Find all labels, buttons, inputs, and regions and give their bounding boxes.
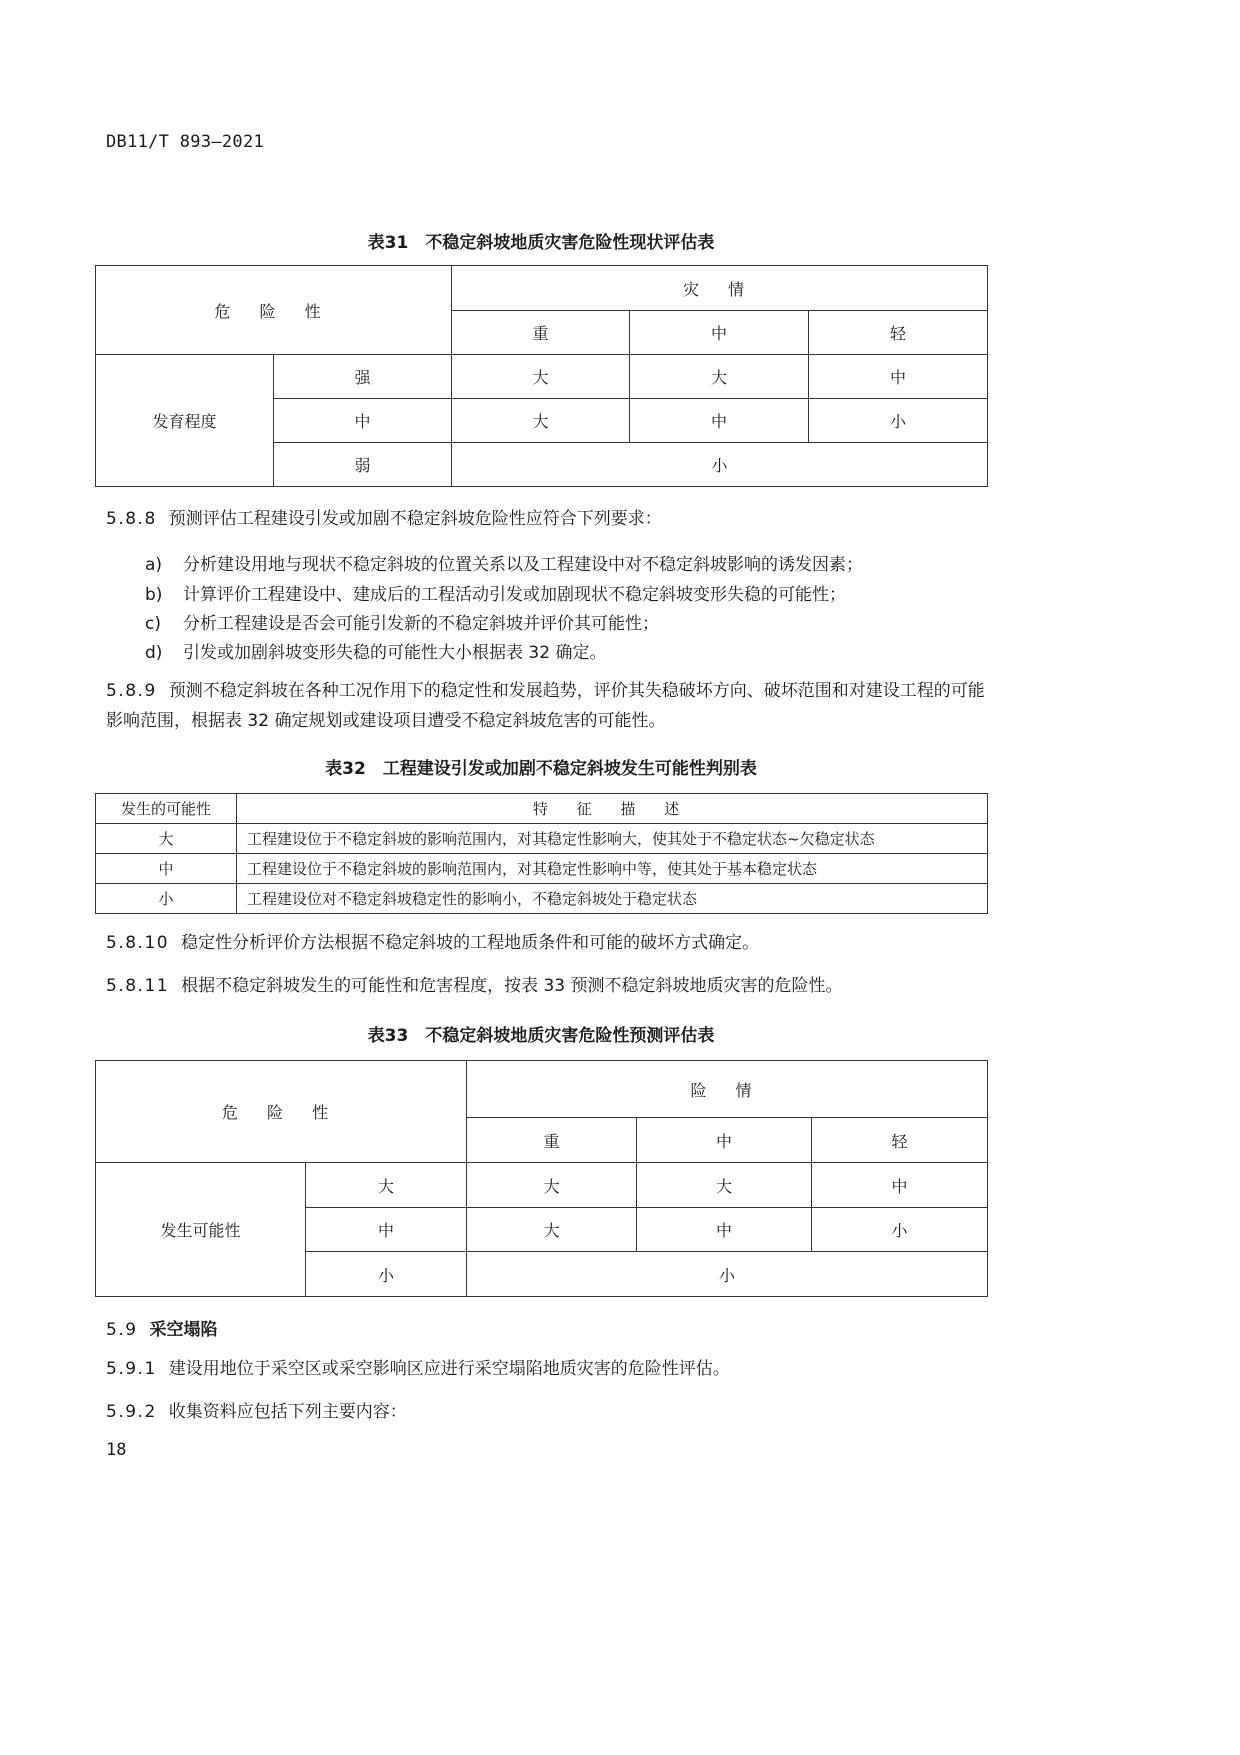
table31-merged-cell: 小: [452, 443, 988, 487]
table33-row-label: 中: [306, 1208, 467, 1252]
table31-caption: 表31 不稳定斜坡地质灾害危险性现状评估表: [367, 233, 715, 253]
clause-text: 建设用地位于采空区或采空影响区应进行采空塌陷地质灾害的危险性评估。: [168, 1359, 730, 1379]
list-item-text: 分析建设用地与现状不稳定斜坡的位置关系以及工程建设中对不稳定斜坡影响的诱发因素；: [183, 555, 863, 575]
clause-5-9-2: [106, 1398, 988, 1428]
table32-level: 中: [96, 854, 237, 884]
table33-cell: 大: [467, 1208, 637, 1252]
clause-number: 5.9.2: [106, 1402, 157, 1422]
table31-row-label: 弱: [274, 443, 452, 487]
table33-corner-label: 危 险 性: [221, 1103, 341, 1122]
table31-group-label: 灾 情: [682, 279, 757, 299]
table32-header: 发生的可能性: [96, 794, 237, 824]
clause-5-8-11: [106, 972, 988, 1002]
section-title: 采空塌陷: [149, 1320, 218, 1340]
clause-text: 稳定性分析评价方法根据不稳定斜坡的工程地质条件和可能的破坏方式确定。: [181, 933, 760, 953]
document-code: DB11/T 893—2021: [106, 132, 265, 152]
list-item-label: b): [145, 585, 163, 605]
list-item-label: d): [145, 643, 163, 663]
table33-cell: 小: [812, 1208, 988, 1252]
clause-5-8-9: [106, 677, 988, 737]
list-item-b: [145, 580, 987, 605]
table33-cell: 中: [812, 1163, 988, 1208]
clause-number: 5.8.9: [106, 681, 157, 701]
section-5-9-heading: [106, 1315, 218, 1340]
table33-corner-cell: [96, 1061, 467, 1163]
clause-5-9-1: [106, 1355, 988, 1385]
list-item-a: [145, 550, 987, 575]
list-item-text: 引发或加剧斜坡变形失稳的可能性大小根据表 32 确定。: [183, 643, 607, 663]
table32-desc: 工程建设位对不稳定斜坡稳定性的影响小，不稳定斜坡处于稳定状态: [237, 884, 988, 914]
table31-row-label: 中: [274, 399, 452, 443]
clause-text: 预测评估工程建设引发或加剧不稳定斜坡危险性应符合下列要求：: [168, 509, 662, 529]
section-number: 5.9: [106, 1320, 138, 1340]
table33-caption: 表33 不稳定斜坡地质灾害危险性预测评估表: [367, 1026, 715, 1046]
clause-number: 5.8.8: [106, 509, 157, 529]
table33-cell: 中: [637, 1208, 812, 1252]
table33-row-label: 大: [306, 1163, 467, 1208]
table31-row-label: 强: [274, 355, 452, 399]
table32-desc: 工程建设位于不稳定斜坡的影响范围内，对其稳定性影响中等，使其处于基本稳定状态: [237, 854, 988, 884]
table32-header: [237, 794, 988, 824]
table33-col-header: 轻: [812, 1118, 988, 1163]
table33-merged-cell: 小: [467, 1252, 988, 1297]
list-item-text: 分析工程建设是否会可能引发新的不稳定斜坡并评价其可能性；: [183, 614, 659, 634]
table31-cell: 大: [452, 355, 630, 399]
clause-5-8-10: [106, 929, 988, 959]
list-item-text: 计算评价工程建设中、建成后的工程活动引发或加剧现状不稳定斜坡变形失稳的可能性；: [183, 585, 846, 605]
table32-level: 大: [96, 824, 237, 854]
table31-corner-cell: [96, 266, 452, 355]
table31-cell: 大: [452, 399, 630, 443]
table31-col-header: 中: [630, 311, 809, 355]
clause-text: 预测不稳定斜坡在各种工况作用下的稳定性和发展趋势，评价其失稳破坏方向、破坏范围和对建设工程的可能影响范围，根据表 32 确定规划或建设项目遭受不稳定斜坡危害的可能性。: [106, 681, 985, 731]
table31-col-header: 轻: [809, 311, 988, 355]
table33: [95, 1060, 988, 1297]
list-item-c: [145, 609, 987, 634]
table31-col-header: 重: [452, 311, 630, 355]
table32-desc: 工程建设位于不稳定斜坡的影响范围内，对其稳定性影响大，使其处于不稳定状态~欠稳定状态: [237, 824, 988, 854]
table31-corner-label: 危 险 性: [214, 301, 333, 321]
table31-cell: 大: [630, 355, 809, 399]
table33-cell: 大: [637, 1163, 812, 1208]
list-item-label: c): [145, 614, 161, 634]
table32-caption: 表32 工程建设引发或加剧不稳定斜坡发生可能性判别表: [325, 759, 757, 779]
table31-group-header: [452, 266, 988, 311]
table31-cell: 中: [809, 355, 988, 399]
table33-group-header: [467, 1061, 988, 1118]
list-item-d: [145, 638, 987, 663]
table33-col-header: 中: [637, 1118, 812, 1163]
table32-level: 小: [96, 884, 237, 914]
table31-cell: 中: [630, 399, 809, 443]
table33-row-group-label: 发生可能性: [96, 1163, 306, 1297]
clause-number: 5.9.1: [106, 1359, 157, 1379]
table32-header-label: 特 征 描 述: [532, 800, 692, 818]
table33-cell: 大: [467, 1163, 637, 1208]
clause-number: 5.8.10: [106, 933, 170, 953]
list-item-label: a): [145, 555, 163, 575]
table33-col-header: 重: [467, 1118, 637, 1163]
table33-row-label: 小: [306, 1252, 467, 1297]
clause-text: 收集资料应包括下列主要内容：: [168, 1402, 407, 1422]
clause-5-8-8: [106, 505, 988, 535]
table31-row-group-label: 发育程度: [96, 355, 274, 487]
table31: [95, 265, 988, 487]
table31-cell: 小: [809, 399, 988, 443]
clause-text: 根据不稳定斜坡发生的可能性和危害程度，按表 33 预测不稳定斜坡地质灾害的危险性。: [181, 976, 843, 996]
clause-number: 5.8.11: [106, 976, 170, 996]
table32: [95, 793, 988, 914]
table33-group-label: 险 情: [690, 1080, 764, 1100]
page-number: 18: [106, 1440, 127, 1460]
